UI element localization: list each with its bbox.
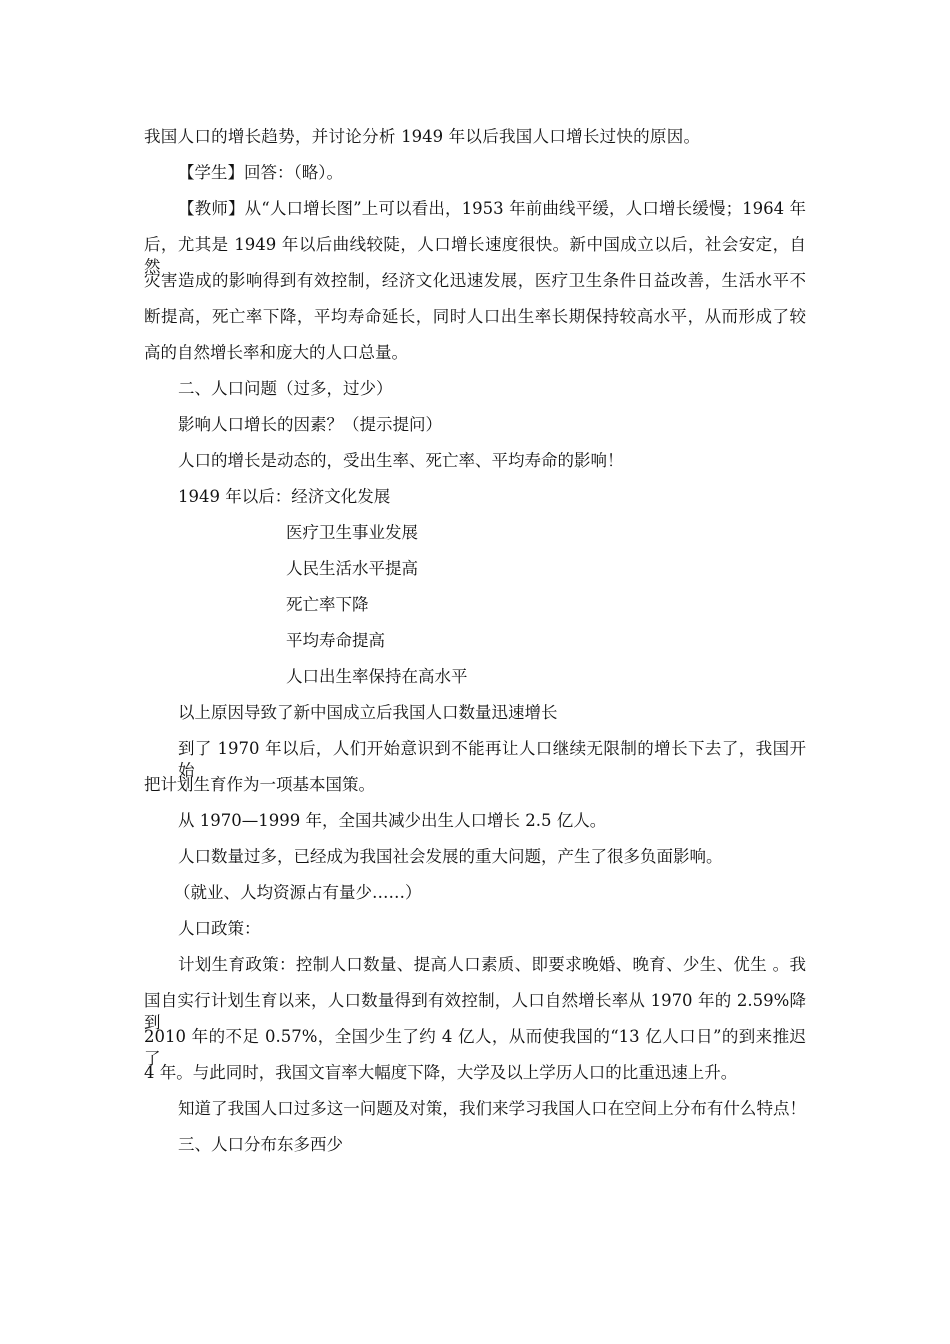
text-line-3: 【教师】从“人口增长图”上可以看出，1953 年前曲线平缓，人口增长缓慢；1964 年: [178, 199, 806, 218]
text-line-9: 影响人口增长的因素？（提示提问）: [178, 415, 442, 434]
text-line-1: 我国人口的增长趋势，并讨论分析 1949 年以后我国人口增长过快的原因。: [144, 127, 700, 146]
text-line-23: 人口政策：: [178, 919, 261, 938]
text-line-11: 1949 年以后：经济文化发展: [178, 487, 391, 506]
text-line-24: 计划生育政策：控制人口数量、提高人口素质、即要求晚婚、晚育、少生、优生 。我: [178, 955, 806, 974]
text-line-5: 灾害造成的影响得到有效控制，经济文化迅速发展，医疗卫生条件日益改善，生活水平不: [144, 271, 806, 290]
text-line-4: 后，尤其是 1949 年以后曲线较陡，人口增长速度很快。新中国成立以后，社会安定，自然: [144, 235, 806, 276]
reason-list-item: 死亡率下降: [286, 595, 369, 614]
text-line-10: 人口的增长是动态的，受出生率、死亡率、平均寿命的影响！: [178, 451, 624, 470]
text-line-28: 知道了我国人口过多这一问题及对策，我们来学习我国人口在空间上分布有什么特点！: [178, 1099, 806, 1118]
section-heading-population-problems: 二、人口问题（过多，过少）: [178, 379, 393, 398]
section-heading-population-distribution: 三、人口分布东多西少: [178, 1135, 343, 1154]
text-line-27: 4 年。与此同时，我国文盲率大幅度下降，大学及以上学历人口的比重迅速上升。: [144, 1063, 738, 1082]
reason-list-item: 医疗卫生事业发展: [286, 523, 418, 542]
text-line-18: 到了 1970 年以后，人们开始意识到不能再让人口继续无限制的增长下去了，我国开始: [178, 739, 806, 780]
text-line-21: 人口数量过多，已经成为我国社会发展的重大问题，产生了很多负面影响。: [178, 847, 723, 866]
text-line-6: 断提高，死亡率下降，平均寿命延长，同时人口出生率长期保持较高水平，从而形成了较: [144, 307, 806, 326]
text-line-19: 把计划生育作为一项基本国策。: [144, 775, 375, 794]
reason-list-item: 人民生活水平提高: [286, 559, 418, 578]
text-line-25: 国自实行计划生育以来，人口数量得到有效控制，人口自然增长率从 1970 年的 2.59%降到: [144, 991, 806, 1032]
reason-list-item: 人口出生率保持在高水平: [286, 667, 468, 686]
reason-list-item: 平均寿命提高: [286, 631, 385, 650]
text-line-7: 高的自然增长率和庞大的人口总量。: [144, 343, 408, 362]
text-line-17: 以上原因导致了新中国成立后我国人口数量迅速增长: [178, 703, 558, 722]
text-line-22: （就业、人均资源占有量少……）: [174, 883, 422, 902]
text-line-26: 2010 年的不足 0.57%，全国少生了约 4 亿人，从而使我国的“13 亿人口日”的到来推迟了: [144, 1027, 806, 1068]
text-line-2: 【学生】回答：（略）。: [178, 163, 343, 182]
text-line-20: 从 1970—1999 年，全国共减少出生人口增长 2.5 亿人。: [178, 811, 607, 830]
